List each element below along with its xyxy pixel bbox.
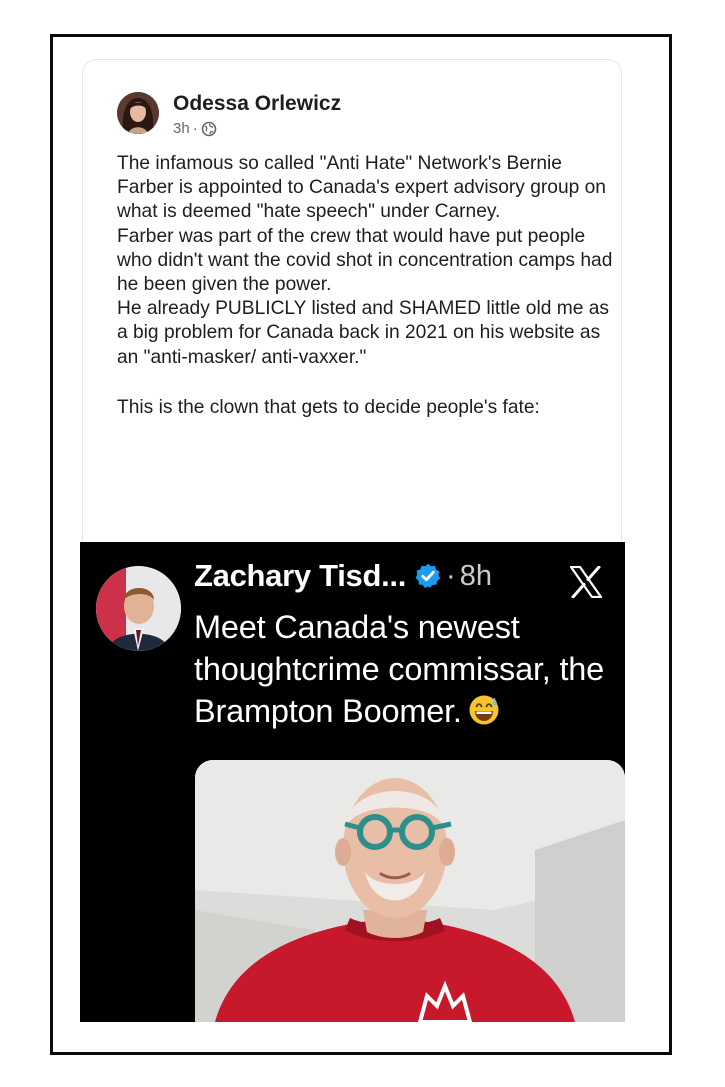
x-post-separator: · [446, 559, 456, 592]
x-post-header [194, 558, 492, 594]
x-logo-icon[interactable] [569, 566, 603, 598]
meta-separator: · [192, 120, 198, 137]
x-post-body: Meet Canada's newest thoughtcrime commissar, the Brampton Boomer. [194, 609, 605, 729]
x-post-photo[interactable] [195, 760, 625, 1022]
post-paragraph: This is the clown that gets to decide people's fate: [117, 396, 540, 418]
avatar[interactable] [117, 92, 159, 134]
x-post-time[interactable]: 8h [459, 559, 492, 592]
x-author-name[interactable]: Zachary Tisd... [194, 558, 407, 593]
author-photo [117, 92, 159, 134]
x-post-screenshot [80, 542, 625, 1022]
screenshot-frame [50, 34, 672, 1055]
globe-icon [201, 121, 217, 137]
avatar[interactable] [96, 566, 181, 651]
post-body [117, 152, 617, 420]
portrait-photo [195, 760, 625, 1022]
post-time[interactable]: 3h [173, 120, 190, 137]
post-paragraph: Farber was part of the crew that would have put people who didn't want the covid shot in concentration camps had he been given the power. [117, 225, 613, 296]
post-meta [173, 120, 217, 137]
author-name[interactable]: Odessa Orlewicz [173, 92, 342, 115]
verified-badge-icon [414, 562, 442, 590]
author-photo [96, 566, 181, 651]
post-paragraph: The infamous so called "Anti Hate" Network's Bernie Farber is appointed to Canada's expert advisory group on what is deemed "hate speech" under Carney. [117, 153, 606, 223]
grinning-sweat-emoji-icon [468, 694, 500, 726]
facebook-post-card [82, 59, 622, 545]
post-paragraph: He already PUBLICLY listed and SHAMED little old me as a big problem for Canada back in 2021 on his website as an "anti-masker/ anti-vaxxer." [117, 298, 609, 368]
x-post-text [194, 606, 614, 732]
